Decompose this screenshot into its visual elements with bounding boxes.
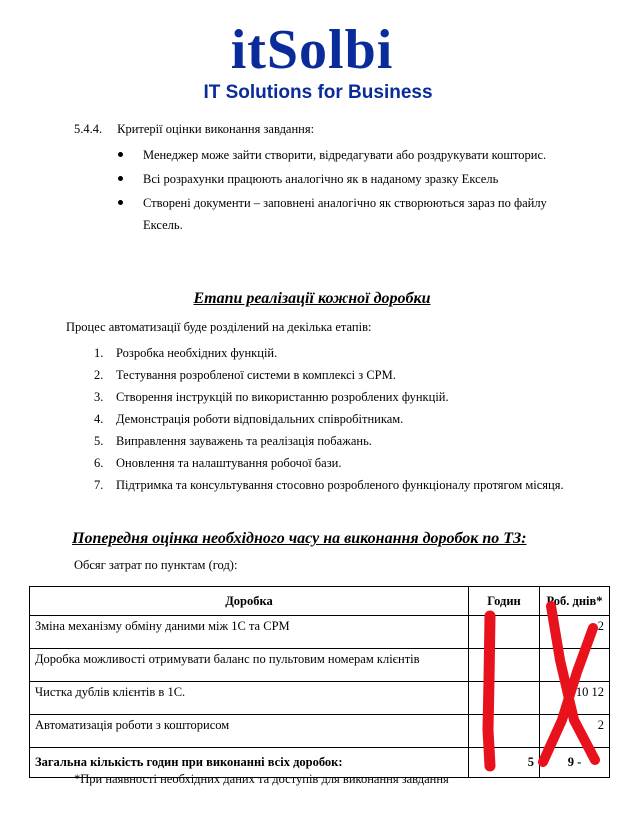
stage-number: 3. bbox=[94, 390, 104, 404]
total-days-cell: 9 - bbox=[540, 748, 610, 778]
header-days: Роб. днів* bbox=[540, 587, 610, 616]
table-row bbox=[30, 649, 610, 682]
estimate-heading: Попередня оцінка необхідного часу на виконання доробок по ТЗ: bbox=[72, 530, 527, 547]
stage-number: 1. bbox=[94, 346, 104, 360]
header-hours: Годин bbox=[469, 587, 540, 616]
criteria-item: Менеджер може зайти створити, відредагувати або роздрукувати кошторис. bbox=[118, 144, 588, 166]
stage-item bbox=[94, 386, 614, 408]
task-cell: Зміна механізму обміну даними між 1С та CPM bbox=[30, 616, 469, 649]
criteria-item: Всі розрахунки працюють аналогічно як в наданому зразку Ексель bbox=[118, 168, 588, 190]
days-cell: - 2 bbox=[540, 616, 610, 649]
stage-item bbox=[94, 342, 614, 364]
stage-text: Виправлення зауважень та реалізація побажань. bbox=[116, 434, 372, 448]
total-hours-cell: 5 bbox=[469, 748, 540, 778]
company-logo bbox=[0, 19, 624, 104]
stage-text: Оновлення та налаштування робочої бази. bbox=[116, 456, 342, 470]
costs-label: Обсяг затрат по пунктам (год): bbox=[74, 558, 238, 572]
stage-text: Демонстрація роботи відповідальних співробітникам. bbox=[116, 412, 404, 426]
stage-item bbox=[94, 474, 614, 496]
stages-list bbox=[94, 342, 614, 496]
table-row bbox=[30, 715, 610, 748]
criteria-item: Створені документи – заповнені аналогічно як створюються зараз по файлу Ексель. bbox=[118, 192, 588, 236]
criteria-heading bbox=[74, 122, 314, 137]
stage-number: 2. bbox=[94, 368, 104, 382]
stages-intro: Процес автоматизації буде розділений на декілька етапів: bbox=[66, 320, 372, 334]
stage-item bbox=[94, 430, 614, 452]
hours-cell bbox=[469, 682, 540, 715]
stage-text: Тестування розробленої системи в комплексі з CPM. bbox=[116, 368, 396, 382]
hours-cell bbox=[469, 649, 540, 682]
footnote: *При наявності необхідних даних та доступів для виконання завдання bbox=[74, 772, 449, 786]
task-cell: Доробка можливості отримувати баланс по пультовим номерам клієнтів bbox=[30, 649, 469, 682]
stage-item bbox=[94, 364, 614, 386]
table-row bbox=[30, 616, 610, 649]
stage-text: Розробка необхідних функцій. bbox=[116, 346, 278, 360]
table-row bbox=[30, 682, 610, 715]
criteria-title: Критерії оцінки виконання завдання: bbox=[117, 122, 315, 136]
stage-text: Підтримка та консультування стосовно розробленого функціоналу протягом місяця. bbox=[116, 478, 564, 492]
table-header-row bbox=[30, 587, 610, 616]
header-task: Доробка bbox=[30, 587, 469, 616]
stage-item bbox=[94, 452, 614, 474]
logo-wordmark: itSolbi bbox=[230, 19, 394, 81]
stages-heading: Етапи реалізації кожної доробки bbox=[193, 290, 431, 307]
days-cell bbox=[540, 649, 610, 682]
criteria-list bbox=[118, 144, 588, 238]
criteria-number: 5.4.4. bbox=[74, 122, 103, 136]
estimate-table bbox=[29, 586, 610, 778]
task-cell: Чистка дублів клієнтів в 1С. bbox=[30, 682, 469, 715]
stage-text: Створення інструкцій по використанню розроблених функцій. bbox=[116, 390, 449, 404]
stage-number: 6. bbox=[94, 456, 104, 470]
days-cell: 10 12 bbox=[540, 682, 610, 715]
stage-number: 4. bbox=[94, 412, 104, 426]
hours-cell bbox=[469, 616, 540, 649]
total-task-cell: Загальна кількість годин при виконанні всіх доробок: bbox=[30, 748, 469, 778]
stage-number: 5. bbox=[94, 434, 104, 448]
logo-tagline: IT Solutions for Business bbox=[203, 82, 433, 103]
task-cell: Автоматизація роботи з кошторисом bbox=[30, 715, 469, 748]
days-cell: 2 bbox=[540, 715, 610, 748]
hours-cell bbox=[469, 715, 540, 748]
stage-item bbox=[94, 408, 614, 430]
stage-number: 7. bbox=[94, 478, 104, 492]
